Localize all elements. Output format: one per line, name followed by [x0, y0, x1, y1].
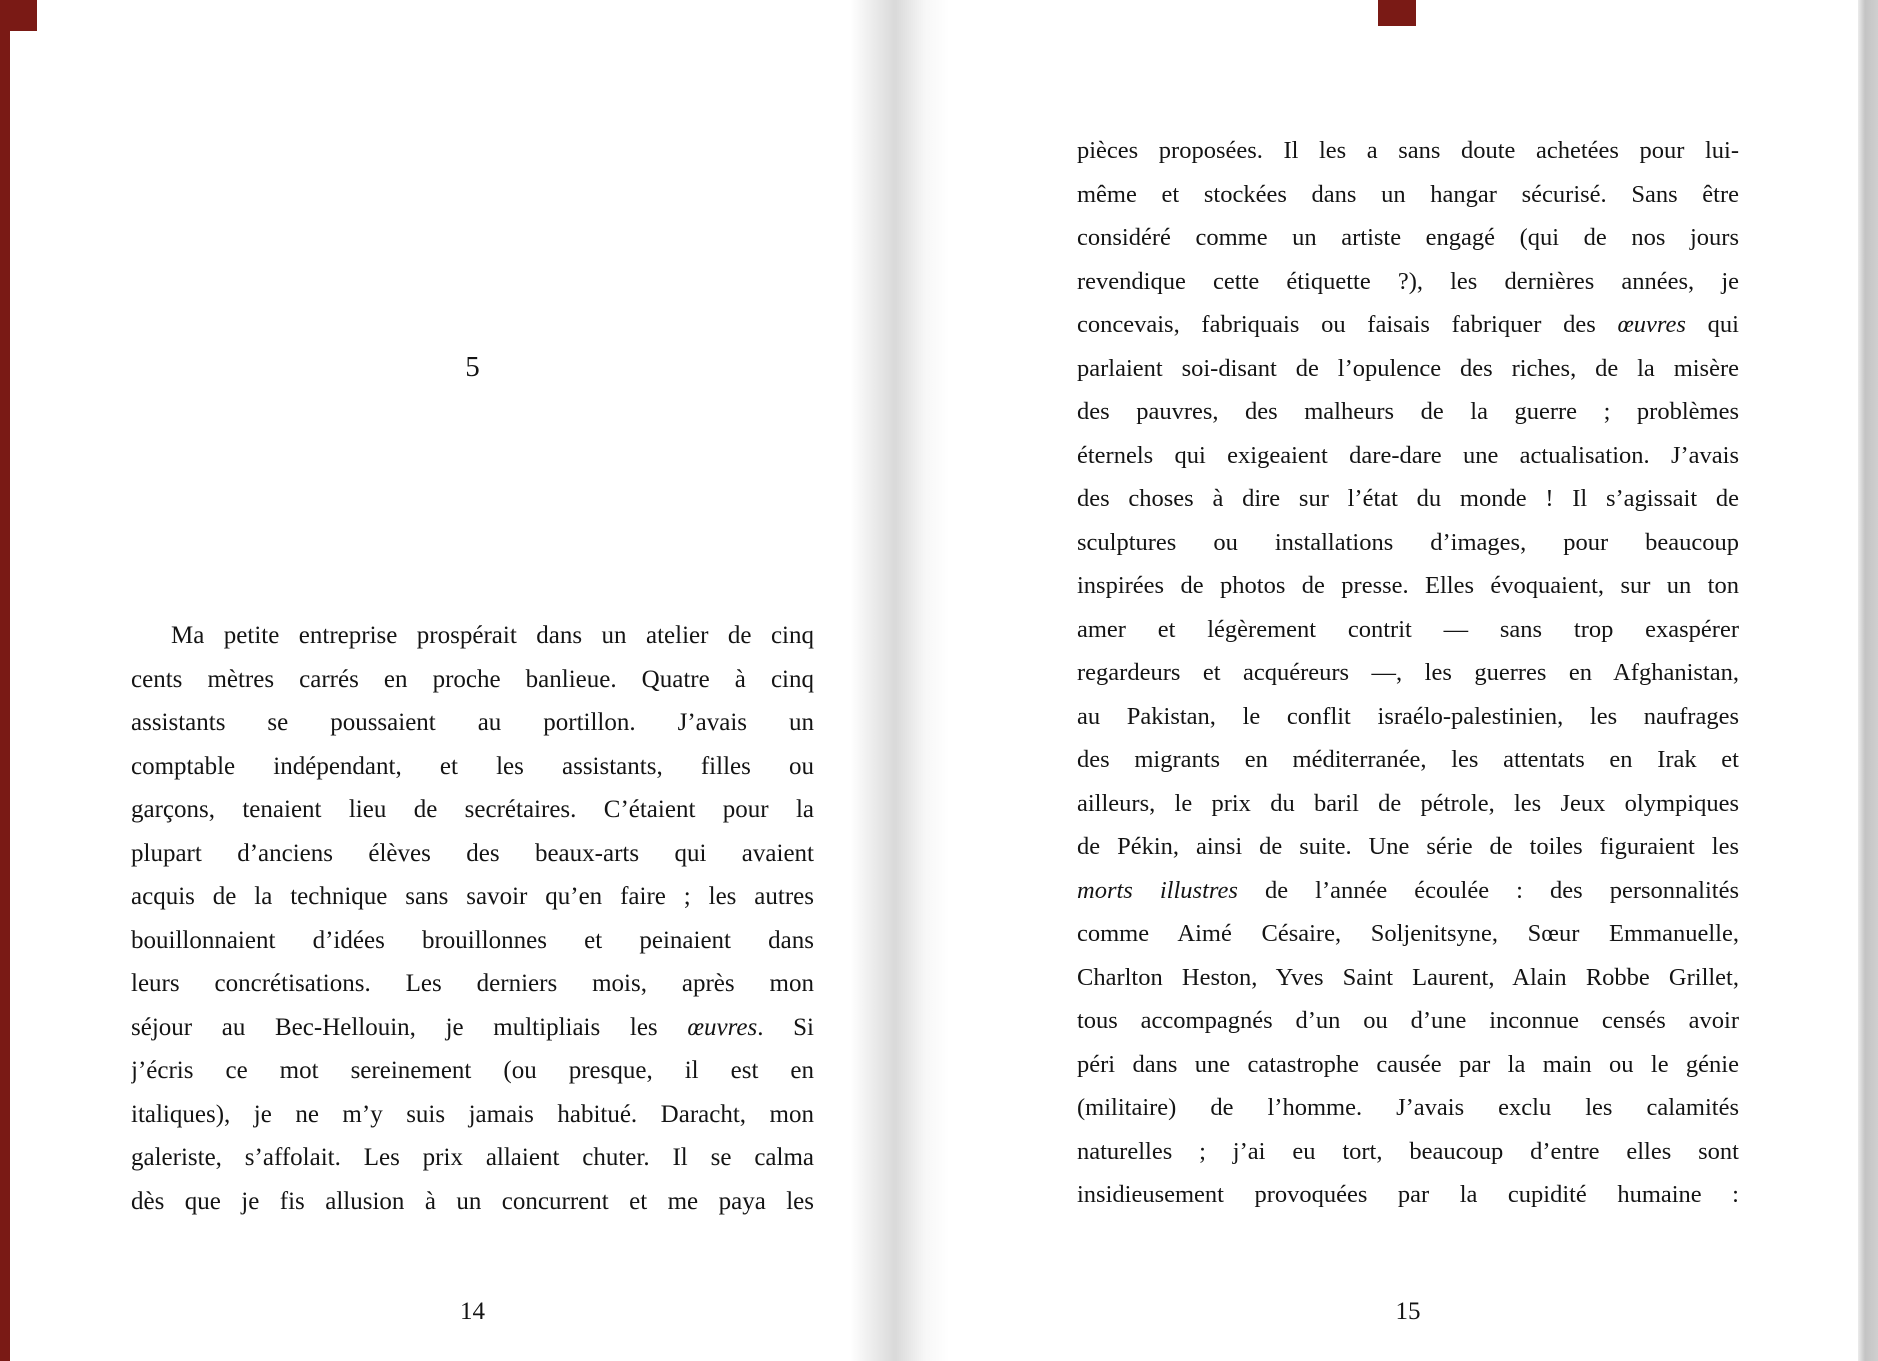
text-line: pièces proposées. Il les a sans doute achetées pour lui- — [1077, 137, 1739, 164]
page-number-left: 14 — [460, 1298, 485, 1325]
text-line: des pauvres, des malheurs de la guerre ; problèmes — [1077, 398, 1739, 425]
right-page-text — [1077, 129, 1739, 1217]
gutter-shadow — [850, 0, 950, 1361]
text-line: péri dans une catastrophe causée par la main ou le génie — [1077, 1050, 1739, 1078]
text-line: garçons, tenaient lieu de secrétaires. C’étaient pour la — [131, 796, 814, 823]
text-line: sculptures ou installations d’images, pour beaucoup — [1077, 528, 1739, 556]
text-line: acquis de la technique sans savoir qu’en faire ; les autres — [131, 883, 814, 910]
text-line: amer et légèrement contrit — sans trop exaspérer — [1077, 615, 1739, 643]
text-line: Ma petite entreprise prospérait dans un atelier de cinq — [171, 622, 814, 649]
text-line: (militaire) de l’homme. J’avais exclu les calamités — [1077, 1094, 1739, 1121]
text-line: éternels qui exigeaient dare-dare une actualisation. J’avais — [1077, 441, 1739, 469]
text-line: dès que je fis allusion à un concurrent et me paya les — [131, 1187, 814, 1215]
page-number-right: 15 — [1395, 1298, 1421, 1325]
text-line: bouillonnaient d’idées brouillonnes et peinaient dans — [131, 926, 814, 954]
chapter-number: 5 — [465, 351, 480, 383]
text-line: leurs concrétisations. Les derniers mois, après mon — [131, 970, 814, 997]
text-line: de Pékin, ainsi de suite. Une série de toiles figuraient les — [1077, 833, 1739, 860]
text-line: des choses à dire sur l’état du monde ! Il s’agissait de — [1077, 485, 1739, 512]
left-page-text — [131, 614, 814, 1223]
text-line: ailleurs, le prix du baril de pétrole, les Jeux olympiques — [1077, 789, 1739, 817]
text-line: considéré comme un artiste engagé (qui de nos jours — [1077, 224, 1739, 251]
text-line: insidieusement provoquées par la cupidité humaine : — [1077, 1181, 1739, 1208]
text-line: italiques), je ne m’y suis jamais habitué. Daracht, mon — [131, 1100, 814, 1128]
text-line: galeriste, s’affolait. Les prix allaient chuter. Il se calma — [131, 1144, 814, 1171]
text-line: j’écris ce mot sereinement (ou presque, il est en — [131, 1057, 814, 1084]
text-line: séjour au Bec-Hellouin, je multipliais les œuvres. Si — [131, 1013, 814, 1041]
cover-spine-strip — [0, 0, 10, 1361]
page-edge-strip — [1858, 0, 1878, 1361]
text-line: concevais, fabriquais ou faisais fabriquer des œuvres qui — [1077, 311, 1739, 338]
text-line: regardeurs et acquéreurs —, les guerres en Afghanistan, — [1077, 659, 1739, 686]
text-line: parlaient soi-disant de l’opulence des riches, de la misère — [1077, 354, 1739, 382]
text-line: des migrants en méditerranée, les attentats en Irak et — [1077, 746, 1739, 773]
cover-tab — [1378, 0, 1416, 26]
text-line: naturelles ; j’ai eu tort, beaucoup d’entre elles sont — [1077, 1137, 1739, 1165]
text-line: morts illustres de l’année écoulée : des personnalités — [1077, 876, 1739, 904]
text-line: comme Aimé Césaire, Soljenitsyne, Sœur Emmanuelle, — [1077, 920, 1739, 947]
cover-corner — [0, 0, 37, 31]
text-line: Charlton Heston, Yves Saint Laurent, Alain Robbe Grillet, — [1077, 963, 1739, 991]
text-line: revendique cette étiquette ?), les dernières années, je — [1077, 267, 1739, 295]
text-line: tous accompagnés d’un ou d’une inconnue censés avoir — [1077, 1007, 1739, 1034]
text-line: au Pakistan, le conflit israélo-palestinien, les naufrages — [1077, 702, 1739, 730]
text-line: comptable indépendant, et les assistants, filles ou — [131, 752, 814, 780]
text-line: cents mètres carrés en proche banlieue. Quatre à cinq — [131, 665, 814, 693]
text-line: assistants se poussaient au portillon. J’avais un — [131, 709, 814, 736]
text-line: plupart d’anciens élèves des beaux-arts qui avaient — [131, 839, 814, 867]
text-line: inspirées de photos de presse. Elles évoquaient, sur un ton — [1077, 572, 1739, 599]
text-line: même et stockées dans un hangar sécurisé. Sans être — [1077, 180, 1739, 208]
